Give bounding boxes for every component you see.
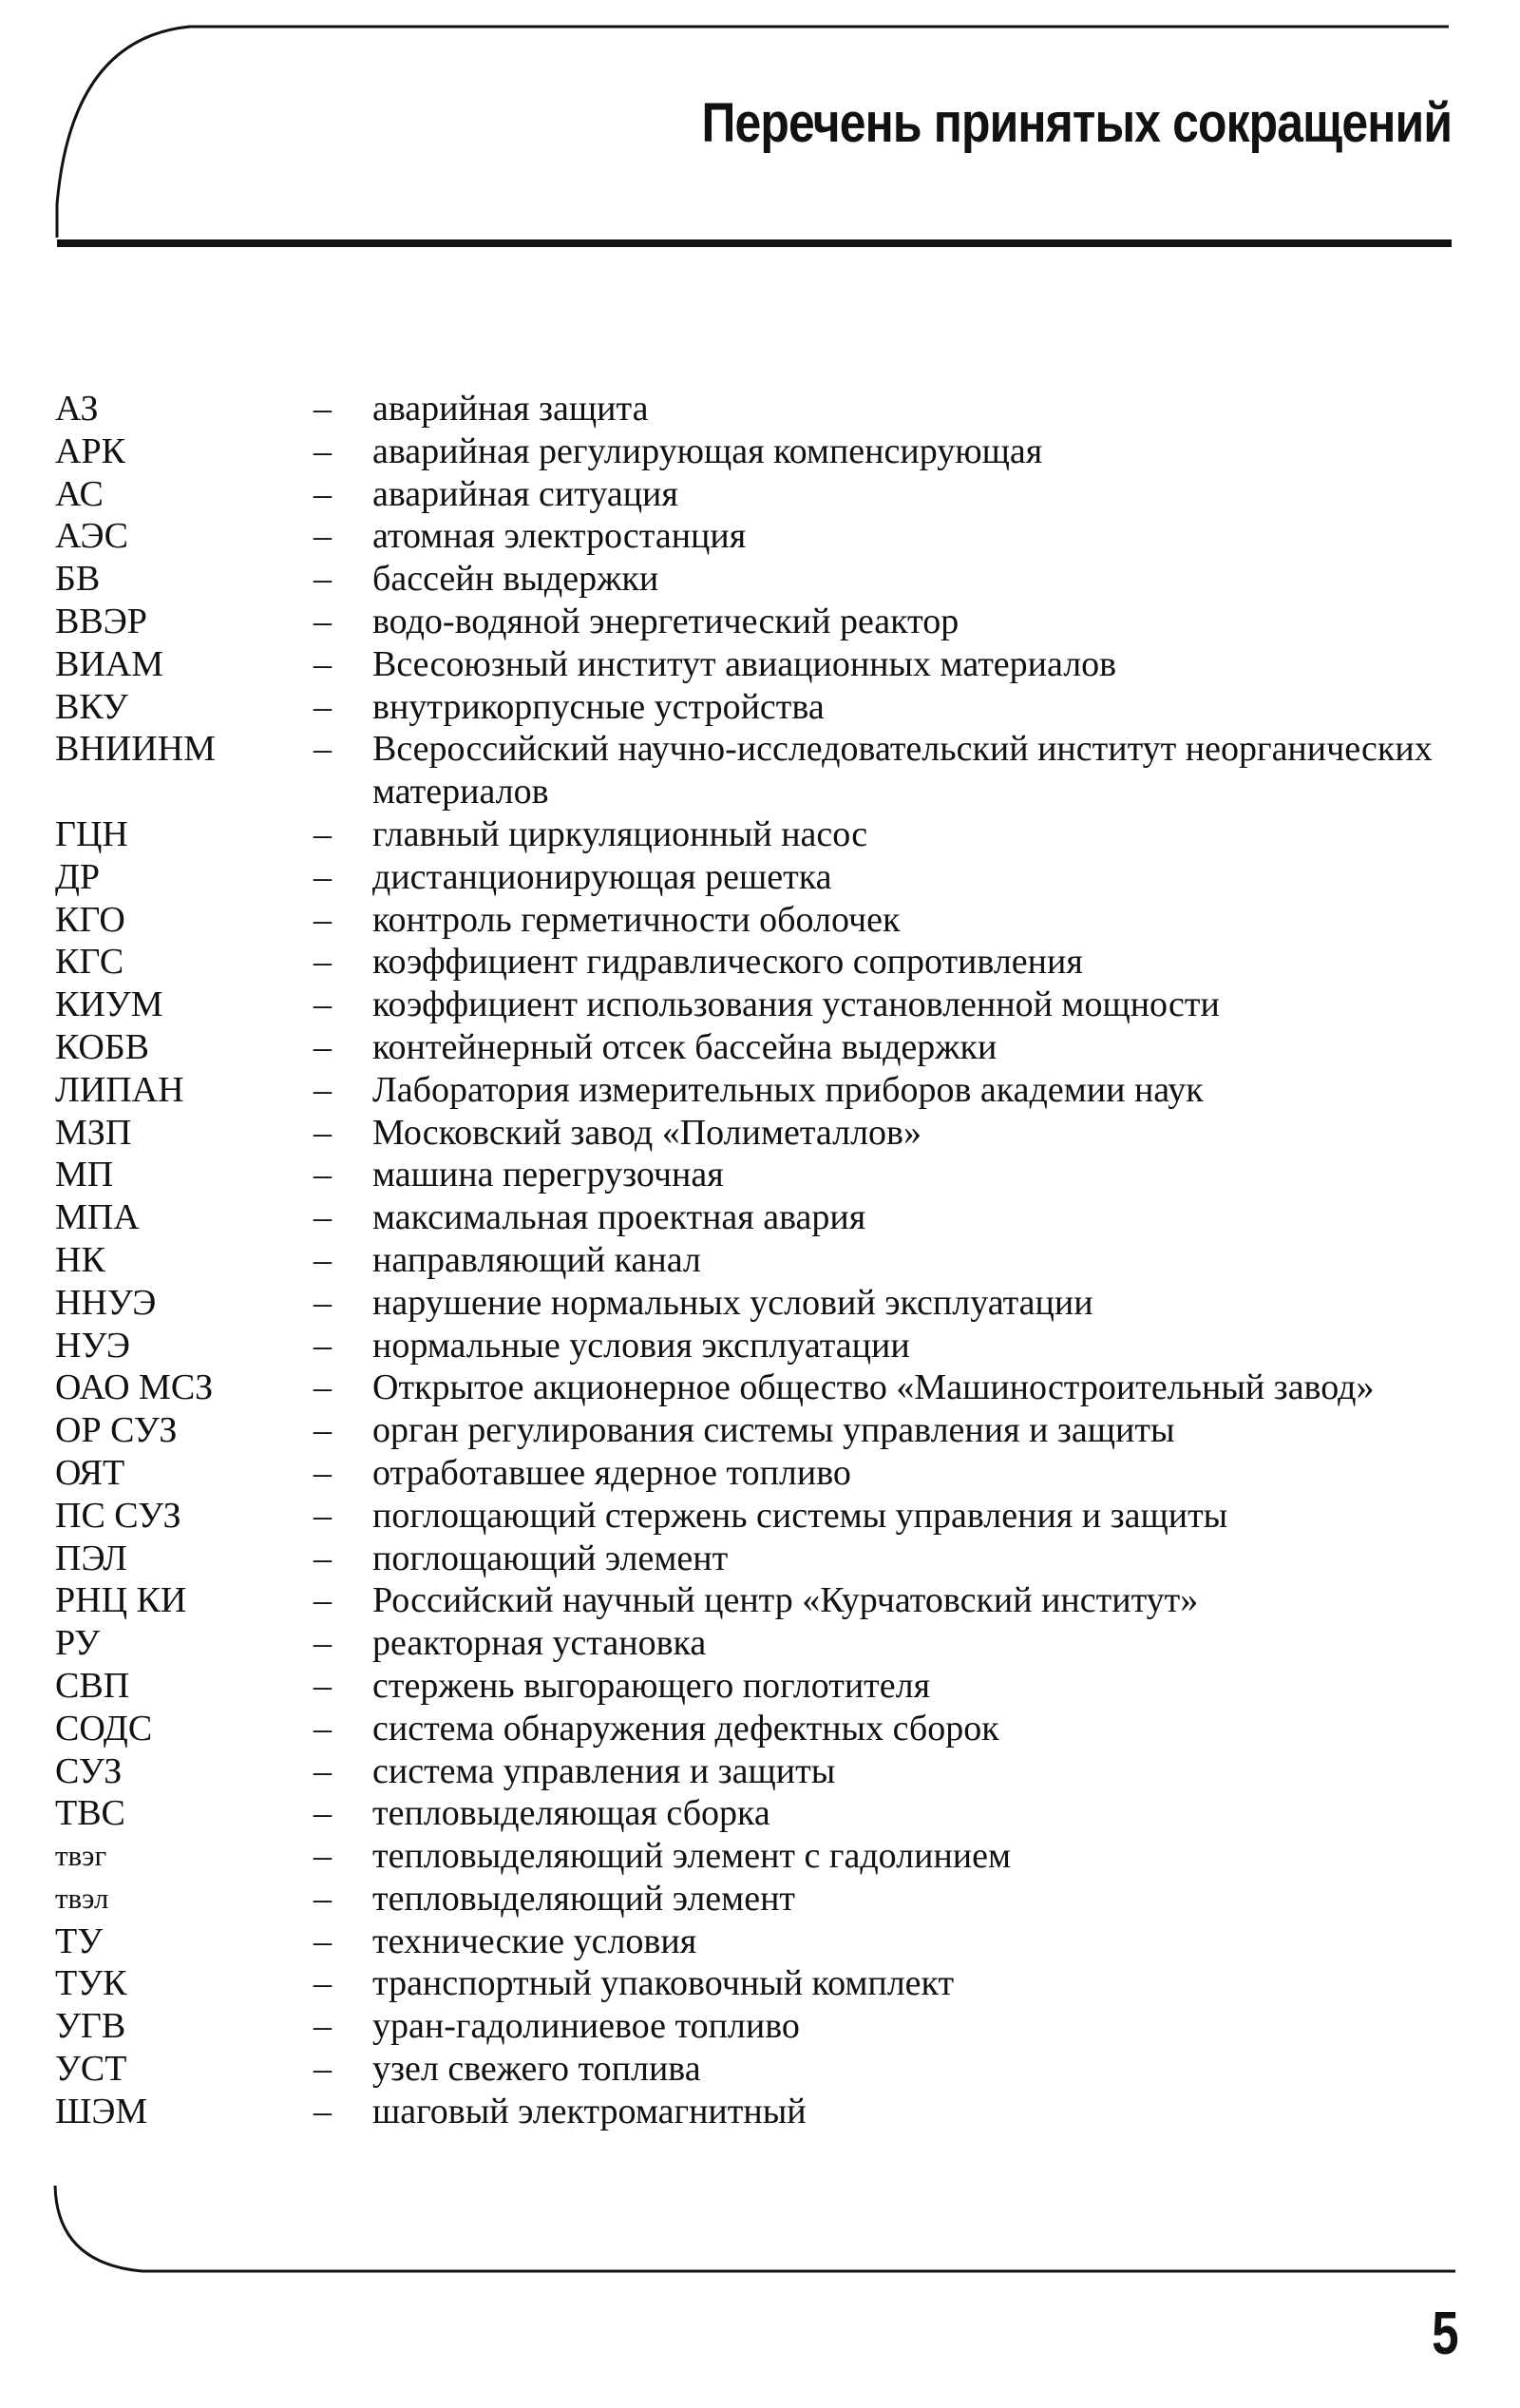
header-rule — [57, 239, 1452, 247]
abbreviation-dash: – — [314, 686, 332, 727]
abbreviation-row — [55, 941, 1461, 984]
abbreviation-definition: дистанционирующая решетка — [372, 856, 832, 897]
abbreviation-dash: – — [314, 1623, 332, 1664]
abbreviation-dash: – — [314, 1878, 332, 1919]
abbreviation-term: КИУМ — [55, 984, 163, 1025]
abbreviation-term: СУЗ — [55, 1750, 123, 1791]
abbreviation-dash: – — [314, 643, 332, 684]
abbreviation-dash: – — [314, 1197, 332, 1238]
abbreviation-dash: – — [314, 1580, 332, 1621]
abbreviation-term: ШЭМ — [55, 2091, 148, 2131]
abbreviation-dash: – — [314, 856, 332, 897]
abbreviation-term: АЗ — [55, 389, 99, 429]
abbreviation-row — [55, 1325, 1461, 1367]
abbreviation-definition: коэффициент использования установленной мощности — [372, 984, 1220, 1025]
abbreviation-term: УГВ — [55, 2006, 126, 2047]
abbreviation-row — [55, 1366, 1461, 1409]
abbreviation-term: АРК — [55, 430, 125, 471]
abbreviation-dash: – — [314, 942, 332, 983]
abbreviation-row — [55, 813, 1461, 856]
abbreviation-row — [55, 1026, 1461, 1069]
abbreviation-row — [55, 2091, 1461, 2133]
abbreviation-definition: отработавшее ядерное топливо — [372, 1452, 851, 1493]
abbreviation-dash: – — [314, 1367, 332, 1408]
abbreviation-definition: Всесоюзный институт авиационных материалов — [372, 643, 1117, 684]
abbreviation-definition: уран-гадолиниевое топливо — [372, 2006, 800, 2047]
abbreviation-dash: – — [314, 1026, 332, 1067]
abbreviation-term: ПЭЛ — [55, 1538, 127, 1578]
abbreviation-definition: реакторная установка — [372, 1623, 707, 1664]
abbreviation-definition: коэффициент гидравлического сопротивления — [372, 942, 1083, 983]
abbreviation-dash: – — [314, 430, 332, 471]
abbreviation-definition: главный циркуляционный насос — [372, 813, 868, 854]
abbreviation-definition: Всероссийский научно-исследовательский институт неорганических материалов — [372, 729, 1433, 812]
abbreviation-row — [55, 899, 1461, 942]
abbreviation-dash: – — [314, 1538, 332, 1578]
abbreviation-dash: – — [314, 1069, 332, 1110]
abbreviation-dash: – — [314, 1836, 332, 1877]
abbreviation-row — [55, 388, 1461, 430]
abbreviation-dash: – — [314, 1793, 332, 1834]
abbreviation-row — [55, 1579, 1461, 1622]
abbreviation-row — [55, 1409, 1461, 1452]
abbreviation-row — [55, 1962, 1461, 2005]
abbreviation-dash: – — [314, 1963, 332, 2004]
abbreviation-term: АЭС — [55, 516, 128, 557]
page-number: 5 — [1432, 2299, 1459, 2367]
abbreviation-row — [55, 473, 1461, 516]
abbreviation-dash: – — [314, 559, 332, 600]
abbreviation-term: ОЯТ — [55, 1452, 125, 1493]
abbreviation-definition: водо-водяной энергетический реактор — [372, 601, 960, 641]
abbreviation-dash: – — [314, 389, 332, 429]
abbreviation-dash: – — [314, 984, 332, 1025]
abbreviation-term: КГО — [55, 899, 125, 940]
abbreviation-row — [55, 1878, 1461, 1921]
abbreviation-dash: – — [314, 729, 332, 770]
abbreviation-row — [55, 856, 1461, 899]
page-title: Перечень принятых сокращений — [701, 92, 1452, 154]
abbreviation-dash: – — [314, 2091, 332, 2131]
abbreviation-term: ПС СУЗ — [55, 1495, 181, 1536]
abbreviation-term: ВИАМ — [55, 643, 164, 684]
abbreviation-row — [55, 686, 1461, 729]
abbreviation-term: ВВЭР — [55, 601, 147, 641]
abbreviation-row — [55, 430, 1461, 473]
abbreviation-term: КОБВ — [55, 1026, 150, 1067]
abbreviation-row — [55, 1452, 1461, 1495]
abbreviation-dash: – — [314, 1282, 332, 1323]
abbreviation-term: твэл — [55, 1881, 109, 1915]
abbreviation-term: ГЦН — [55, 813, 128, 854]
abbreviation-definition: максимальная проектная авария — [372, 1197, 866, 1238]
abbreviation-definition: технические условия — [372, 1921, 697, 1961]
abbreviation-row — [55, 1622, 1461, 1665]
abbreviation-term: ТУ — [55, 1921, 104, 1961]
abbreviation-row — [55, 1921, 1461, 1963]
abbreviation-dash: – — [314, 1921, 332, 1961]
abbreviation-dash: – — [314, 1112, 332, 1153]
abbreviation-row — [55, 1792, 1461, 1835]
abbreviation-row — [55, 2005, 1461, 2048]
abbreviation-dash: – — [314, 1495, 332, 1536]
abbreviation-definition: направляющий канал — [372, 1239, 701, 1280]
abbreviation-term: КГС — [55, 942, 124, 983]
abbreviation-dash: – — [314, 601, 332, 641]
abbreviation-term: ННУЭ — [55, 1282, 157, 1323]
abbreviation-dash: – — [314, 1410, 332, 1451]
abbreviation-definition: контроль герметичности оболочек — [372, 899, 901, 940]
abbreviation-row — [55, 984, 1461, 1026]
abbreviation-row — [55, 643, 1461, 686]
abbreviation-dash: – — [314, 2049, 332, 2090]
abbreviation-definition: машина перегрузочная — [372, 1155, 724, 1195]
abbreviation-row — [55, 1538, 1461, 1580]
abbreviation-term: МЗП — [55, 1112, 132, 1153]
abbreviation-row — [55, 515, 1461, 558]
abbreviation-row — [55, 1665, 1461, 1708]
abbreviation-row — [55, 1282, 1461, 1325]
abbreviation-term: ВКУ — [55, 686, 128, 727]
abbreviation-term: твэг — [55, 1839, 107, 1873]
abbreviation-dash: – — [314, 2006, 332, 2047]
abbreviation-term: ОАО МСЗ — [55, 1367, 214, 1408]
abbreviation-row — [55, 1154, 1461, 1196]
abbreviation-definition: орган регулирования системы управления и защиты — [372, 1410, 1175, 1451]
abbreviation-term: ДР — [55, 856, 101, 897]
abbreviation-dash: – — [314, 516, 332, 557]
abbreviation-definition: внутрикорпусные устройства — [372, 686, 825, 727]
abbreviation-row — [55, 1835, 1461, 1878]
abbreviation-definition: нарушение нормальных условий эксплуатации — [372, 1282, 1093, 1323]
abbreviation-term: НК — [55, 1239, 105, 1280]
abbreviation-definition: система управления и защиты — [372, 1750, 836, 1791]
abbreviation-definition: Открытое акционерное общество «Машиностроительный завод» — [372, 1367, 1375, 1408]
abbreviation-term: ТВС — [55, 1793, 125, 1834]
abbreviation-term: ВНИИНМ — [55, 729, 216, 770]
abbreviation-row — [55, 1750, 1461, 1793]
abbreviation-definition: Лаборатория измерительных приборов академии наук — [372, 1069, 1204, 1110]
abbreviation-term: РНЦ КИ — [55, 1580, 187, 1621]
abbreviation-definition: аварийная регулирующая компенсирующая — [372, 430, 1043, 471]
abbreviation-list — [55, 388, 1461, 2133]
abbreviation-term: МП — [55, 1155, 114, 1195]
abbreviation-dash: – — [314, 1325, 332, 1366]
abbreviation-row — [55, 1495, 1461, 1538]
abbreviation-dash: – — [314, 899, 332, 940]
abbreviation-dash: – — [314, 1155, 332, 1195]
abbreviation-dash: – — [314, 473, 332, 514]
abbreviation-dash: – — [314, 1452, 332, 1493]
abbreviation-definition: бассейн выдержки — [372, 559, 659, 600]
abbreviation-dash: – — [314, 1665, 332, 1706]
abbreviation-term: НУЭ — [55, 1325, 130, 1366]
abbreviation-term: МПА — [55, 1197, 140, 1238]
abbreviation-term: УСТ — [55, 2049, 127, 2090]
abbreviation-definition: Московский завод «Полиметаллов» — [372, 1112, 922, 1153]
abbreviation-term: СВП — [55, 1665, 130, 1706]
abbreviation-definition: поглощающий стержень системы управления и защиты — [372, 1495, 1228, 1536]
abbreviation-definition: Российский научный центр «Курчатовский институт» — [372, 1580, 1199, 1621]
abbreviation-definition: нормальные условия эксплуатации — [372, 1325, 910, 1366]
abbreviation-definition: тепловыделяющий элемент — [372, 1878, 796, 1919]
abbreviation-definition: атомная электростанция — [372, 516, 747, 557]
abbreviation-definition: аварийная защита — [372, 389, 649, 429]
abbreviation-dash: – — [314, 813, 332, 854]
abbreviation-definition: узел свежего топлива — [372, 2049, 701, 2090]
abbreviation-row — [55, 1239, 1461, 1282]
abbreviation-dash: – — [314, 1708, 332, 1749]
abbreviation-row — [55, 2048, 1461, 2091]
abbreviation-term: СОДС — [55, 1708, 153, 1749]
abbreviation-dash: – — [314, 1750, 332, 1791]
abbreviation-row — [55, 1708, 1461, 1750]
abbreviation-definition: шаговый электромагнитный — [372, 2091, 807, 2131]
abbreviation-row — [55, 1112, 1461, 1155]
abbreviation-term: ТУК — [55, 1963, 127, 2004]
abbreviation-row — [55, 1069, 1461, 1112]
abbreviation-definition: контейнерный отсек бассейна выдержки — [372, 1026, 998, 1067]
abbreviation-definition: тепловыделяющий элемент с гадолинием — [372, 1836, 1012, 1877]
abbreviation-row — [55, 728, 1461, 813]
abbreviation-term: ОР СУЗ — [55, 1410, 178, 1451]
abbreviation-row — [55, 558, 1461, 601]
abbreviation-definition: стержень выгорающего поглотителя — [372, 1665, 931, 1706]
abbreviation-row — [55, 1196, 1461, 1239]
abbreviation-definition: система обнаружения дефектных сборок — [372, 1708, 999, 1749]
abbreviation-definition: тепловыделяющая сборка — [372, 1793, 770, 1834]
abbreviation-definition: транспортный упаковочный комплект — [372, 1963, 955, 2004]
abbreviation-row — [55, 601, 1461, 643]
abbreviation-term: РУ — [55, 1623, 101, 1664]
abbreviation-term: БВ — [55, 559, 101, 600]
abbreviation-term: ЛИПАН — [55, 1069, 184, 1110]
abbreviation-definition: поглощающий элемент — [372, 1538, 729, 1578]
abbreviation-dash: – — [314, 1239, 332, 1280]
footer-arc-line — [55, 2186, 1455, 2271]
abbreviation-term: АС — [55, 473, 104, 514]
abbreviation-definition: аварийная ситуация — [372, 473, 678, 514]
